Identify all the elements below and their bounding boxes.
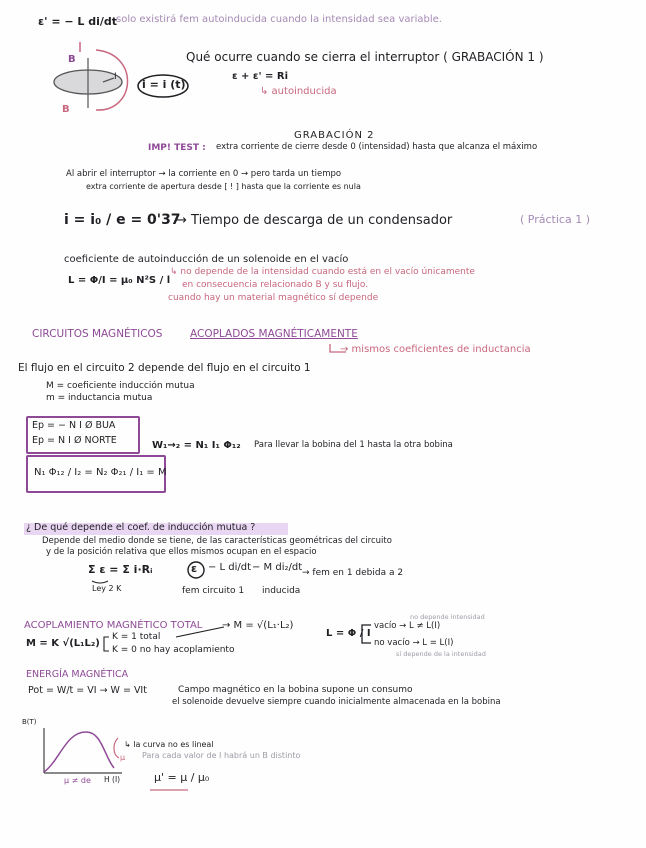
graph-x-label: H (I): [104, 775, 121, 784]
discharge-ref: ( Práctica 1 ): [520, 213, 590, 226]
coil-label-b-top: B: [68, 54, 76, 65]
circled-formula: i = i (t): [142, 78, 186, 91]
ratio-box: [26, 455, 166, 493]
ep-box: [26, 416, 140, 454]
work-note: Para llevar la bobina del 1 hasta la otra bobina: [254, 440, 453, 450]
m-definition-2: m = inductancia mutua: [46, 393, 153, 403]
imp-test-text: extra corriente de cierre desde 0 (intensidad) hasta que alcanza el máximo: [216, 142, 538, 152]
depende-answer-1: Depende del medio donde se tiene, de las características geométricas del circuito: [42, 536, 392, 546]
work-formula: W₁→₂ = N₁ I₁ Φ₁₂: [152, 440, 241, 451]
mu-relative-formula: μ' = μ / μ₀: [154, 771, 210, 784]
energia-formula: Pot = W/t = VI → W = VIt: [28, 685, 147, 696]
circuitos-title-note: → mismos coeficientes de inductancia: [340, 344, 531, 355]
energia-text-2: el solenoide devuelve siempre cuando inicialmente almacenada en la bobina: [172, 697, 501, 707]
no-vacio-line: no vacío → L = L(I): [374, 638, 454, 648]
grey-note-top: no depende intensidad: [410, 613, 485, 621]
acoplamiento-title: ACOPLAMIENTO MAGNÉTICO TOTAL: [24, 620, 203, 631]
ratio-formula: N₁ Φ₁₂ / I₂ = N₂ Φ₂₁ / I₁ = M: [34, 467, 167, 478]
fem-circuito-label: fem circuito 1: [182, 586, 245, 596]
vacio-line: vacío → L ≠ L(I): [374, 621, 441, 631]
kirchhoff-formula: Σ ε = Σ i·Rᵢ: [88, 563, 153, 576]
emf-note: solo existirá fem autoinducida cuando la intensidad sea variable.: [116, 14, 442, 25]
ep-line-1: Ep = − N I Ø BUA: [32, 420, 116, 431]
acoplamiento-k1: K = 1 total: [112, 632, 161, 642]
autoinduccion-heading: coeficiente de autoinducción de un solenoide en el vacío: [64, 254, 349, 265]
grabacion2-line2: extra corriente de apertura desde [ ! ] hasta que la corriente es nula: [86, 182, 361, 191]
coil-label-i: I: [114, 72, 117, 82]
discharge-formula: i = i₀ / e = 0'37: [64, 212, 181, 228]
graph-constant-label: μ ≠ de: [64, 776, 91, 785]
fem-inducida-label: inducida: [262, 586, 301, 596]
bh-graph: [44, 728, 122, 773]
l-formula: L = Φ / I: [326, 628, 371, 639]
autoinduccion-note1: ↳ no depende de la intensidad cuando está en el vacío únicamente: [170, 267, 475, 277]
graph-mu-label: μ: [120, 753, 126, 762]
depende-question: ¿ De qué depende el coef. de inducción mutua ?: [26, 522, 256, 533]
acoplamiento-m-formula: M = K √(L₁L₂): [26, 638, 100, 649]
acoplamiento-m-total: → M = √(L₁·L₂): [222, 620, 294, 631]
circled-epsilon: ε: [191, 562, 198, 575]
kirchhoff-note: Ley 2 K: [92, 584, 122, 593]
grabacion2-title: GRABACIÓN 2: [294, 130, 375, 141]
curve-note-2: Para cada valor de I habrá un B distinto: [142, 751, 301, 760]
grabacion2-line1: Al abrir el interruptor → la corriente en 0 → pero tarda un tiempo: [66, 169, 342, 179]
minus-m-term: − M di₂/dt: [252, 562, 303, 573]
fem-label: → fem en 1 debida a 2: [302, 568, 404, 578]
emf-formula: ε' = − L di/dt: [38, 15, 118, 28]
acoplamiento-k0: K = 0 no hay acoplamiento: [112, 645, 235, 655]
equation-note: ↳ autoinducida: [260, 86, 337, 97]
question-grabacion-1: Qué ocurre cuando se cierra el interruptor ( GRABACIÓN 1 ): [186, 50, 544, 64]
imp-test-label: IMP! TEST :: [148, 143, 206, 153]
ep-line-2: Ep = N I Ø NORTE: [32, 435, 117, 446]
autoinduccion-note3: cuando hay un material magnético sí depende: [168, 293, 379, 303]
grey-note-bottom: sí depende de la intensidad: [396, 650, 486, 658]
curve-note: ↳ la curva no es lineal: [124, 740, 214, 749]
circuitos-title-b: ACOPLADOS MAGNÉTICAMENTE: [190, 328, 358, 340]
m-definition-1: M = coeficiente inducción mutua: [46, 381, 195, 391]
equation-r-i: ε + ε' = Ri: [232, 71, 289, 82]
flujo-statement: El flujo en el circuito 2 depende del flujo en el circuito 1: [18, 362, 311, 374]
circuitos-title-a: CIRCUITOS MAGNÉTICOS: [32, 328, 163, 340]
coil-label-b-bottom: B: [62, 104, 70, 115]
discharge-note: → Tiempo de descarga de un condensador: [176, 213, 453, 228]
energia-title: ENERGÍA MAGNÉTICA: [26, 669, 129, 680]
minus-l-term: − L di/dt: [208, 562, 252, 573]
depende-answer-2: y de la posición relativa que ellos mismos ocupan en el espacio: [46, 547, 317, 557]
autoinduccion-formula: L = Φ/I = μ₀ N²S / l: [68, 275, 171, 286]
autoinduccion-note2: en consecuencia relacionado B y su flujo.: [182, 280, 369, 290]
energia-text-1: Campo magnético en la bobina supone un consumo: [178, 685, 413, 695]
graph-y-label: B(T): [22, 718, 37, 726]
